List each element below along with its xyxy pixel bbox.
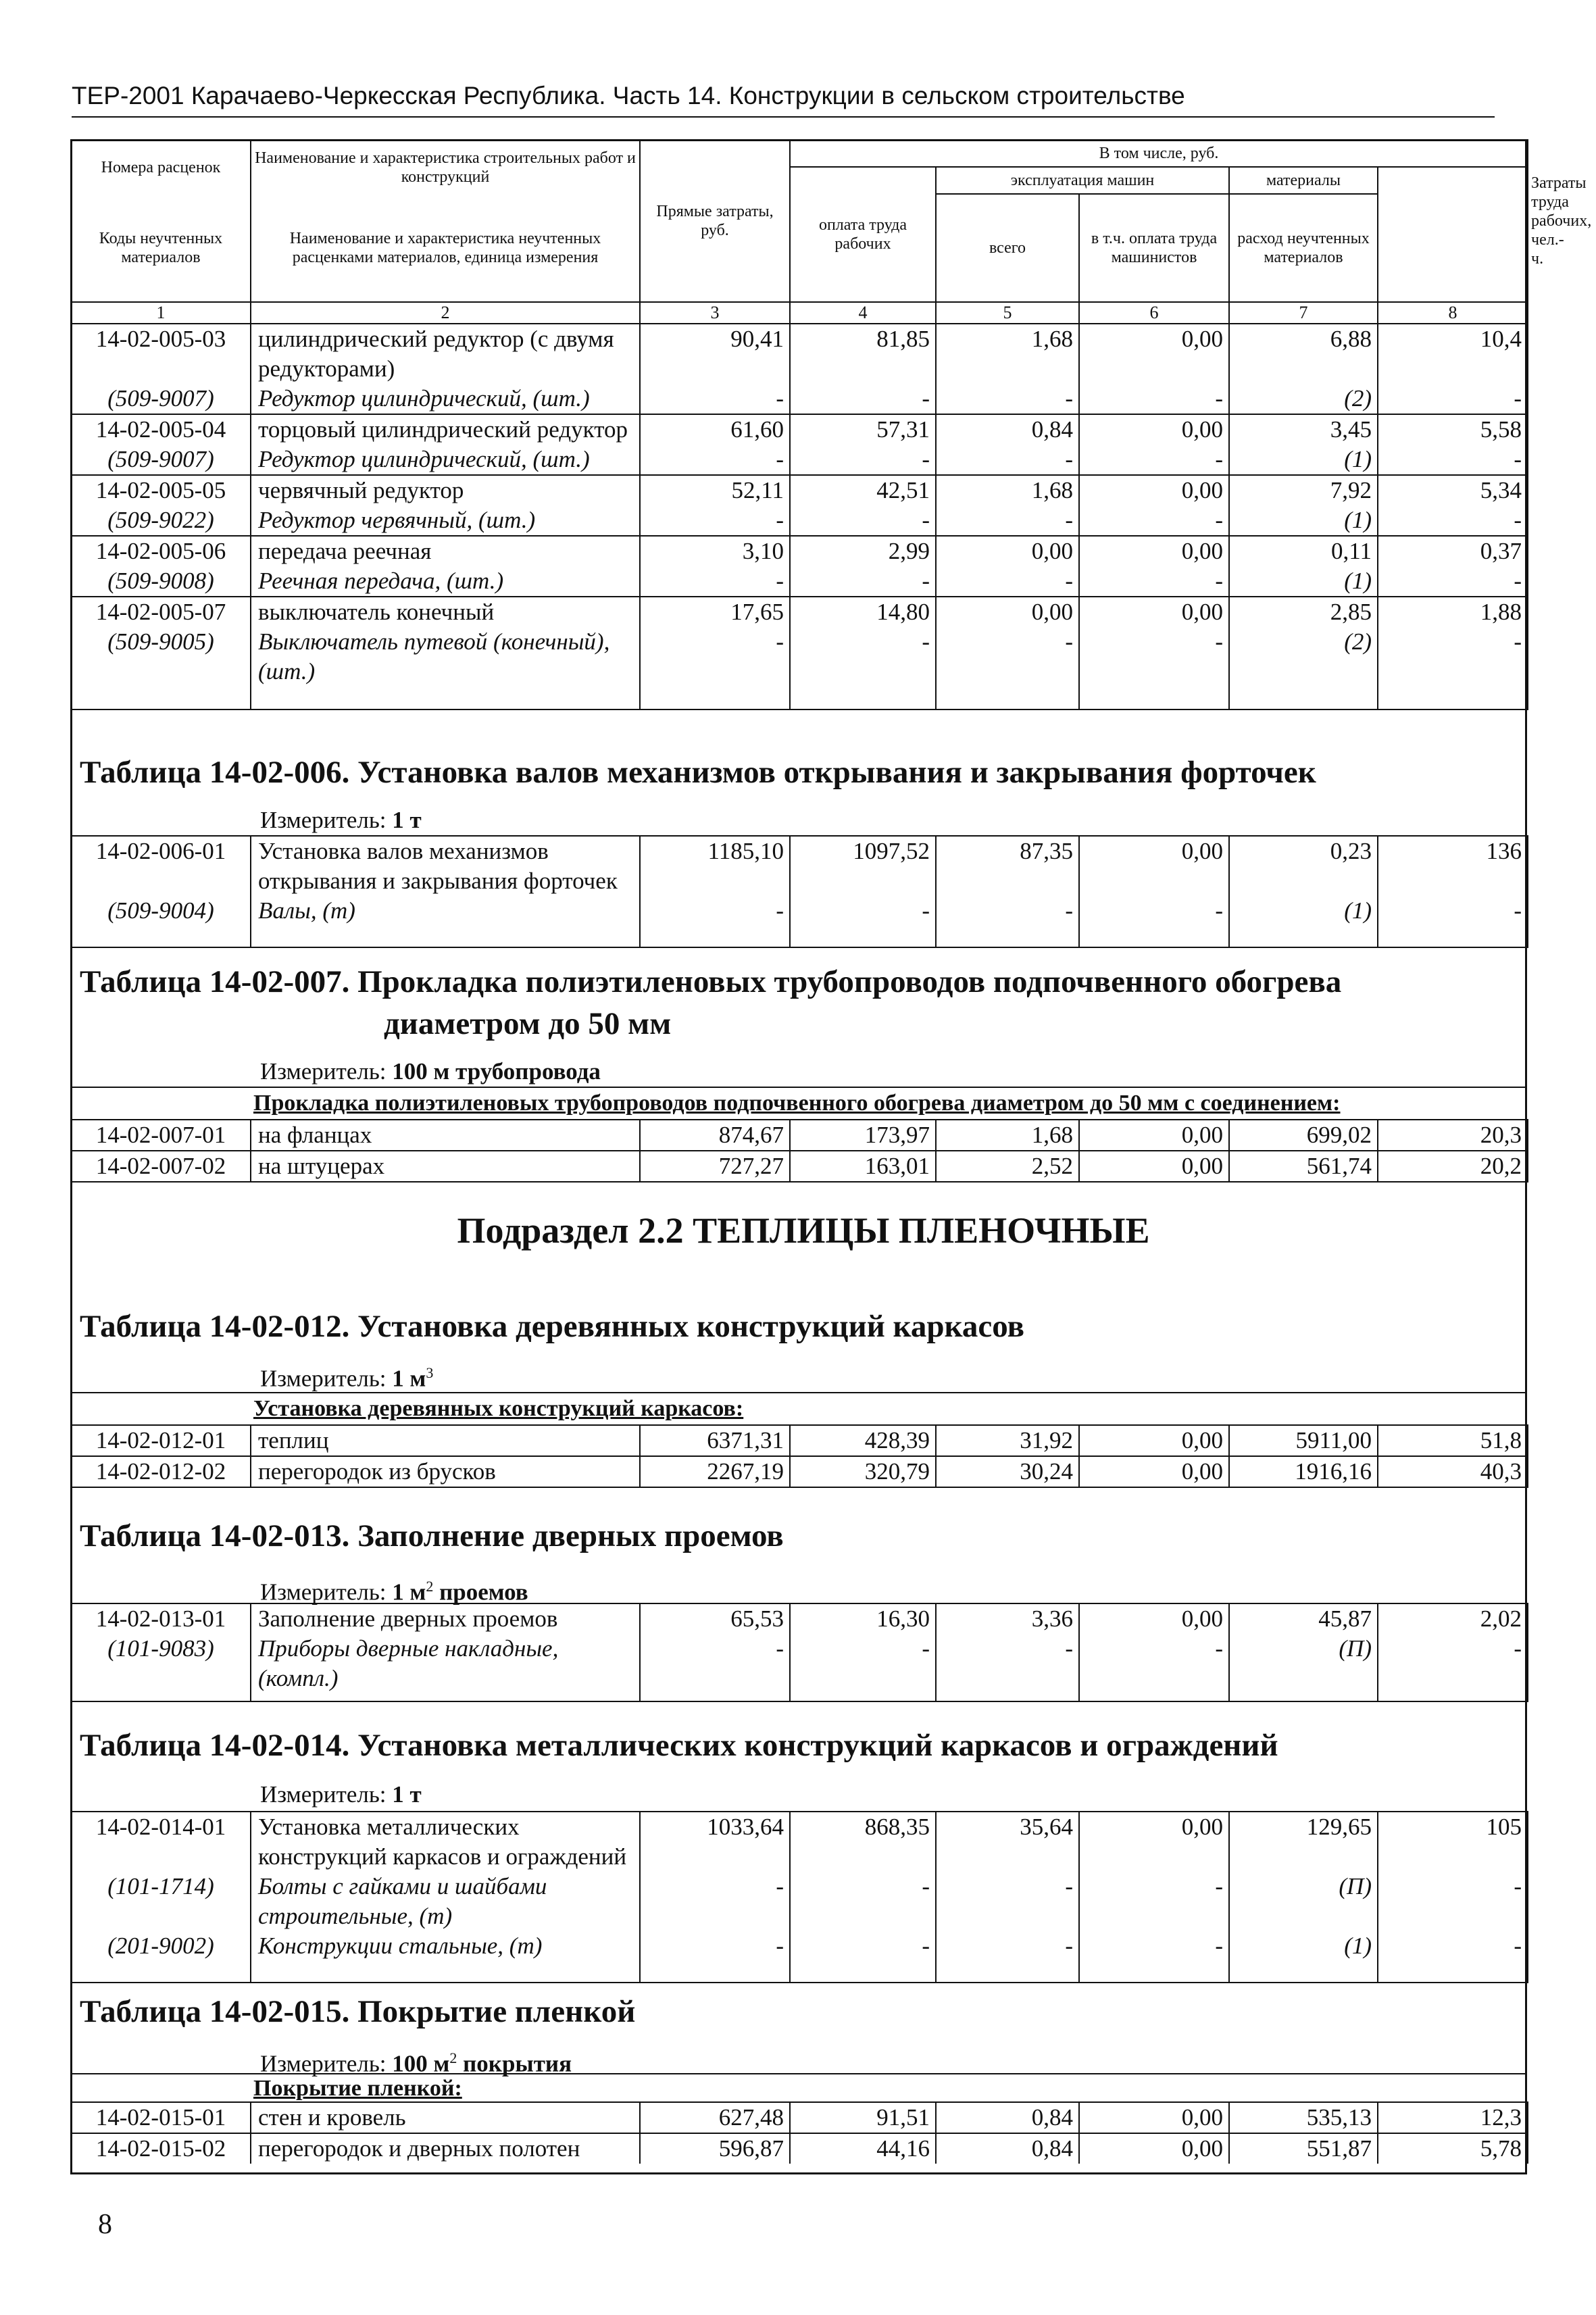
material-row: (509-9007) Редуктор цилиндрический, (шт.) - - - - (1) - bbox=[71, 445, 1528, 475]
table-title-14-02-014: Таблица 14-02-014. Установка металлических конструкций каркасов и ограждений bbox=[80, 1728, 1278, 1763]
table-row: 14-02-014-01 Установка металлических конструкций каркасов и ограждений 1033,64 868,35 35,64 0,00 129,65 105 bbox=[71, 1812, 1528, 1872]
header-materials-use: расход неучтенных материалов bbox=[1229, 194, 1378, 302]
material-row: (201-9002) Конструкции стальные, (т) - - - - (1) - bbox=[71, 1931, 1528, 1983]
table-row: 14-02-013-01 Заполнение дверных проемов 65,53 16,30 3,36 0,00 45,87 2,02 bbox=[71, 1603, 1528, 1634]
measure-14-02-006: Измеритель: 1 т bbox=[260, 807, 422, 833]
material-row: (509-9007) Редуктор цилиндрический, (шт.) - - - - (2) - bbox=[71, 384, 1528, 414]
table-title-14-02-007: Таблица 14-02-007. Прокладка полиэтиленовых трубопроводов подпочвенного обогрева bbox=[80, 964, 1342, 999]
header-machines-wage: в т.ч. оплата труда машинистов bbox=[1079, 194, 1229, 302]
material-row: (509-9004) Валы, (т) - - - - (1) - bbox=[71, 896, 1528, 947]
header-name: Наименование и характеристика строительных работ и конструкций bbox=[251, 140, 640, 194]
header-codes: Номера расценок bbox=[71, 140, 251, 194]
table-14-02-012 bbox=[70, 1424, 1528, 1488]
table-row: 14-02-006-01 Установка валов механизмов открывания и закрывания форточек 1185,10 1097,52 87,35 0,00 0,23 136 bbox=[71, 836, 1528, 896]
header-direct-costs: Прямые затраты, руб. bbox=[640, 140, 790, 302]
column-header-table: Номера расценок Наименование и характеристика строительных работ и конструкций Прямые затраты, руб. В том числе, руб. Затраты труда рабочих, чел.-ч. оплата труда рабочих эксплуатация машин материалы Коды неучтенных материалов Наименование и характеристика неучтенных расценками материалов, единица измерения всего в т.ч. оплата труда машинистов расход неучтенных материалов bbox=[70, 139, 1528, 303]
table-14-02-014 bbox=[70, 1811, 1528, 1983]
header-material-codes: Коды неучтенных материалов bbox=[71, 194, 251, 302]
table-title-14-02-012: Таблица 14-02-012. Установка деревянных конструкций каркасов bbox=[80, 1309, 1024, 1344]
table-row: 14-02-012-02 перегородок из брусков 2267,19 320,79 30,24 0,00 1916,16 40,3 bbox=[71, 1456, 1528, 1487]
material-row: (509-9008) Реечная передача, (шт.) - - - - (1) - bbox=[71, 566, 1528, 597]
table-14-02-013 bbox=[70, 1603, 1528, 1702]
table-title-14-02-007-line2: диаметром до 50 мм bbox=[384, 1006, 672, 1041]
measure-14-02-015: Измеритель: 100 $м^2$ покрытия bbox=[260, 2049, 572, 2077]
measure-14-02-007: Измеритель: 100 м трубопровода bbox=[260, 1058, 601, 1085]
header-materials: материалы bbox=[1229, 167, 1378, 194]
table-row: 14-02-005-04 торцовый цилиндрический редуктор 61,60 57,31 0,84 0,00 3,45 5,58 bbox=[71, 414, 1528, 445]
group-title-14-02-015: Покрытие пленкой: bbox=[253, 2076, 462, 2101]
table-title-14-02-013: Таблица 14-02-013. Заполнение дверных проемов bbox=[80, 1518, 784, 1553]
measure-14-02-014: Измеритель: 1 т bbox=[260, 1781, 422, 1808]
measure-14-02-012: Измеритель: 1 $м^3$ bbox=[260, 1364, 434, 1392]
table-14-02-005 bbox=[70, 301, 1528, 710]
table-row: 14-02-007-01 на фланцах 874,67 173,97 1,68 0,00 699,02 20,3 bbox=[71, 1120, 1528, 1151]
rule bbox=[70, 1392, 1527, 1393]
header-machines: эксплуатация машин bbox=[936, 167, 1229, 194]
header-wages: оплата труда рабочих bbox=[790, 167, 936, 302]
group-title-14-02-012: Установка деревянных конструкций каркасов: bbox=[253, 1396, 744, 1421]
table-title-14-02-015: Таблица 14-02-015. Покрытие пленкой bbox=[80, 1994, 636, 2029]
group-title-14-02-007: Прокладка полиэтиленовых трубопроводов подпочвенного обогрева диаметром до 50 мм с соединением: bbox=[253, 1091, 1341, 1116]
table-row: 14-02-005-07 выключатель конечный 17,65 14,80 0,00 0,00 2,85 1,88 bbox=[71, 597, 1528, 627]
table-14-02-006 bbox=[70, 835, 1528, 948]
material-row: (101-9083) Приборы дверные накладные, (компл.) - - - - (П) - bbox=[71, 1634, 1528, 1701]
measure-14-02-013: Измеритель: 1 $м^2$ проемов bbox=[260, 1578, 528, 1605]
running-header: ТЕР-2001 Карачаево-Черкесская Республика. Часть 14. Конструкции в сельском строительстве bbox=[72, 80, 1495, 118]
table-title-14-02-006: Таблица 14-02-006. Установка валов механизмов открывания и закрывания форточек bbox=[80, 755, 1316, 790]
rule bbox=[70, 1087, 1527, 1088]
header-including: В том числе, руб. bbox=[790, 140, 1528, 167]
page-number: 8 bbox=[98, 2209, 112, 2240]
table-row: 14-02-007-02 на штуцерах 727,27 163,01 2,52 0,00 561,74 20,2 bbox=[71, 1151, 1528, 1182]
table-row: 14-02-005-03 цилиндрический редуктор (с двумя редукторами) 90,41 81,85 1,68 0,00 6,88 10,4 bbox=[71, 324, 1528, 384]
table-14-02-015 bbox=[70, 2101, 1528, 2164]
table-row: 14-02-005-06 передача реечная 3,10 2,99 0,00 0,00 0,11 0,37 bbox=[71, 536, 1528, 566]
subsection-title: Подраздел 2.2 ТЕПЛИЦЫ ПЛЕНОЧНЫЕ bbox=[457, 1210, 1150, 1251]
material-row: (509-9022) Редуктор червячный, (шт.) - - - - (1) - bbox=[71, 505, 1528, 536]
column-numbers-row: 1 2 3 4 5 6 7 8 bbox=[71, 302, 1528, 324]
header-machines-total: всего bbox=[936, 194, 1079, 302]
material-row: (101-1714) Болты с гайками и шайбами строительные, (т) - - - - (П) - bbox=[71, 1872, 1528, 1931]
material-row: (509-9005) Выключатель путевой (конечный), (шт.) - - - - (2) - bbox=[71, 627, 1528, 710]
table-row: 14-02-015-02 перегородок и дверных полотен 596,87 44,16 0,84 0,00 551,87 5,78 bbox=[71, 2133, 1528, 2164]
table-row: 14-02-012-01 теплиц 6371,31 428,39 31,92 0,00 5911,00 51,8 bbox=[71, 1425, 1528, 1456]
table-row: 14-02-015-01 стен и кровель 627,48 91,51 0,84 0,00 535,13 12,3 bbox=[71, 2102, 1528, 2133]
header-material-names: Наименование и характеристика неучтенных расценками материалов, единица измерения bbox=[251, 194, 640, 302]
table-14-02-007 bbox=[70, 1119, 1528, 1183]
table-row: 14-02-005-05 червячный редуктор 52,11 42,51 1,68 0,00 7,92 5,34 bbox=[71, 475, 1528, 505]
